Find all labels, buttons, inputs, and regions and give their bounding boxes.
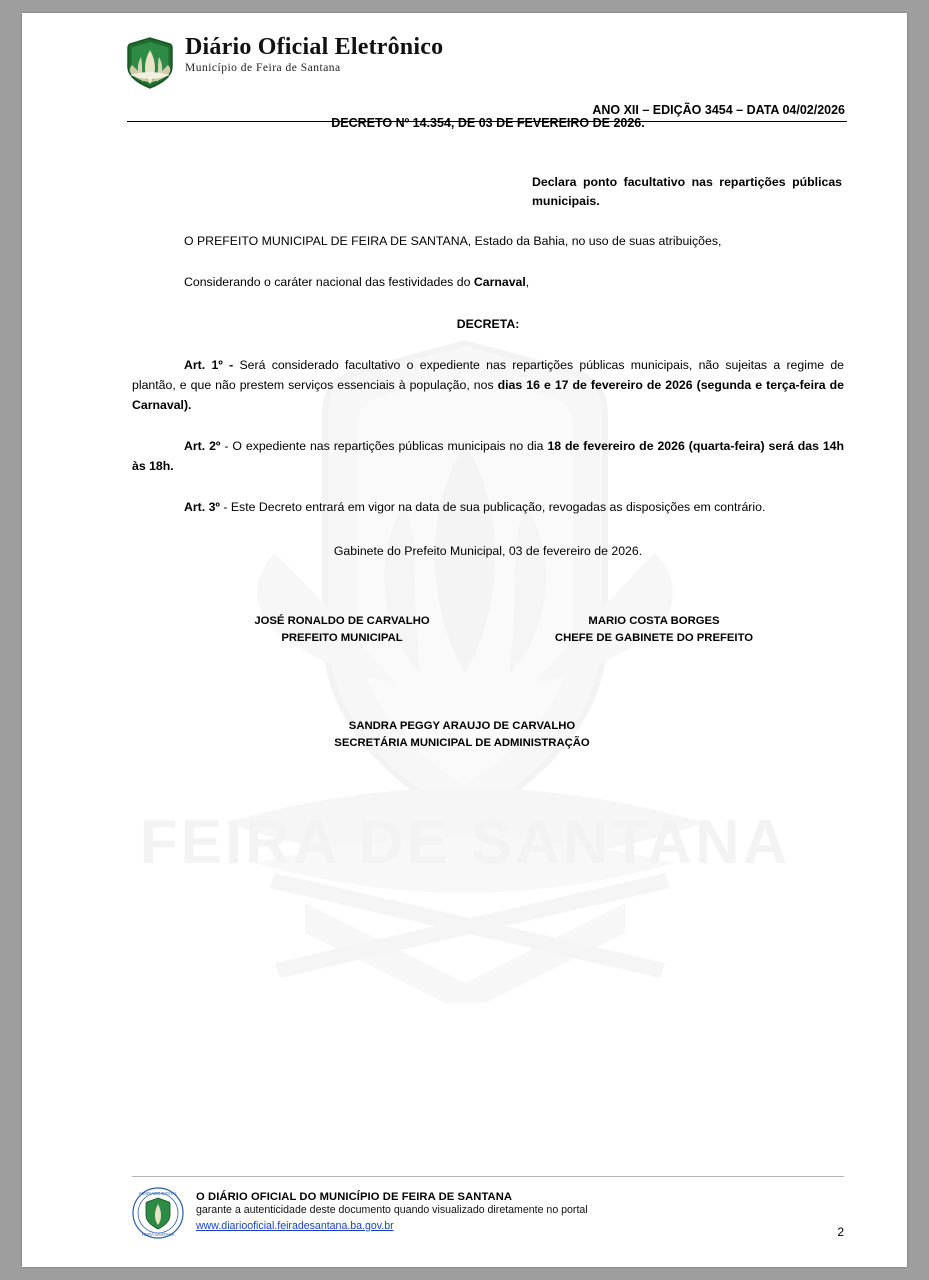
footer-description: garante a autenticidade deste documento quando visualizado diretamente no portal [196,1204,588,1216]
article-3-label: Art. 3º [184,499,224,514]
svg-text:FEIRA SANTANA: FEIRA SANTANA [141,1232,175,1237]
svg-text:ASSINADO DIGITAL: ASSINADO DIGITAL [138,1191,178,1196]
signature-name: SANDRA PEGGY ARAUJO DE CARVALHO [348,720,576,733]
masthead-subtitle: Município de Feira de Santana [185,62,341,75]
document-footer [132,1176,844,1239]
article-2-highlight-hours: será das 14h às 18h. [132,438,845,473]
footer-title: O DIÁRIO OFICIAL DO MUNICÍPIO DE FEIRA DE SANTANA [196,1191,513,1203]
article-2-label: Art. 2º [184,438,225,453]
decree-considerando [132,273,844,293]
signature-role: SECRETÁRIA MUNICIPAL DE ADMINISTRAÇÃO [334,736,590,749]
coat-of-arms-icon [127,37,173,89]
signature-role: PREFEITO MUNICIPAL [281,631,403,644]
signature-row [132,613,844,646]
decree-article-3 [132,498,844,518]
document-page [22,13,907,1267]
edition-info: ANO XII – EDIÇÃO 3454 – DATA 04/02/2026 [592,103,845,117]
signature-name: JOSÉ RONALDO DE CARVALHO [254,615,430,628]
article-1-text: Será considerado facultativo o expediente nas repartições públicas municipais, não sujeitas a regime de plantão, e que não prestem serviços essenciais à população, nos [132,358,844,392]
signature-name: MARIO COSTA BORGES [588,615,720,628]
decreta-label: DECRETA: [456,317,520,332]
decree-article-1 [132,356,844,416]
footer-divider [132,1176,844,1177]
considerando-highlight: Carnaval [473,275,526,290]
article-3-text: - Este Decreto entrará em vigor na data de sua publicação, revogadas as disposições em contrário. [223,499,766,514]
considerando-suffix: , [525,275,530,290]
article-2-text: - O expediente nas repartições públicas municipais no dia [224,438,548,453]
decree-preamble: O PREFEITO MUNICIPAL DE FEIRA DE SANTANA, Estado da Bahia, no uso de suas atribuições, [184,234,722,249]
footer-portal-link[interactable]: www.diariooficial.feiradesantana.ba.gov.br [196,1220,394,1232]
considerando-prefix: Considerando o caráter nacional das festividades do [184,275,474,290]
decree-ementa: Declara ponto facultativo nas repartições públicas municipais. [532,175,842,209]
signature-block-chief [504,613,804,646]
signature-block-mayor [192,613,492,646]
decree-article-2 [132,437,844,477]
decree-place-date: Gabinete do Prefeito Municipal, 03 de fevereiro de 2026. [333,543,643,558]
masthead-title: Diário Oficial Eletrônico [185,34,444,60]
page-number: 2 [837,1225,844,1239]
article-2-highlight-date: 18 de fevereiro de 2026 (quarta-feira) [547,438,765,453]
svg-text:FEIRA DE SANTANA: FEIRA DE SANTANA [139,808,790,877]
document-content [132,105,844,751]
article-1-highlight: dias 16 e 17 de fevereiro de 2026 (segunda e terça-feira de Carnaval). [132,377,844,412]
official-seal-icon [132,1187,184,1239]
decree-title: DECRETO Nº 14.354, DE 03 DE FEVEREIRO DE 2026. [331,116,645,130]
signature-role: CHEFE DE GABINETE DO PREFEITO [554,631,754,644]
signature-block-secretary [232,718,692,751]
article-1-label: Art. 1º - [184,358,240,373]
